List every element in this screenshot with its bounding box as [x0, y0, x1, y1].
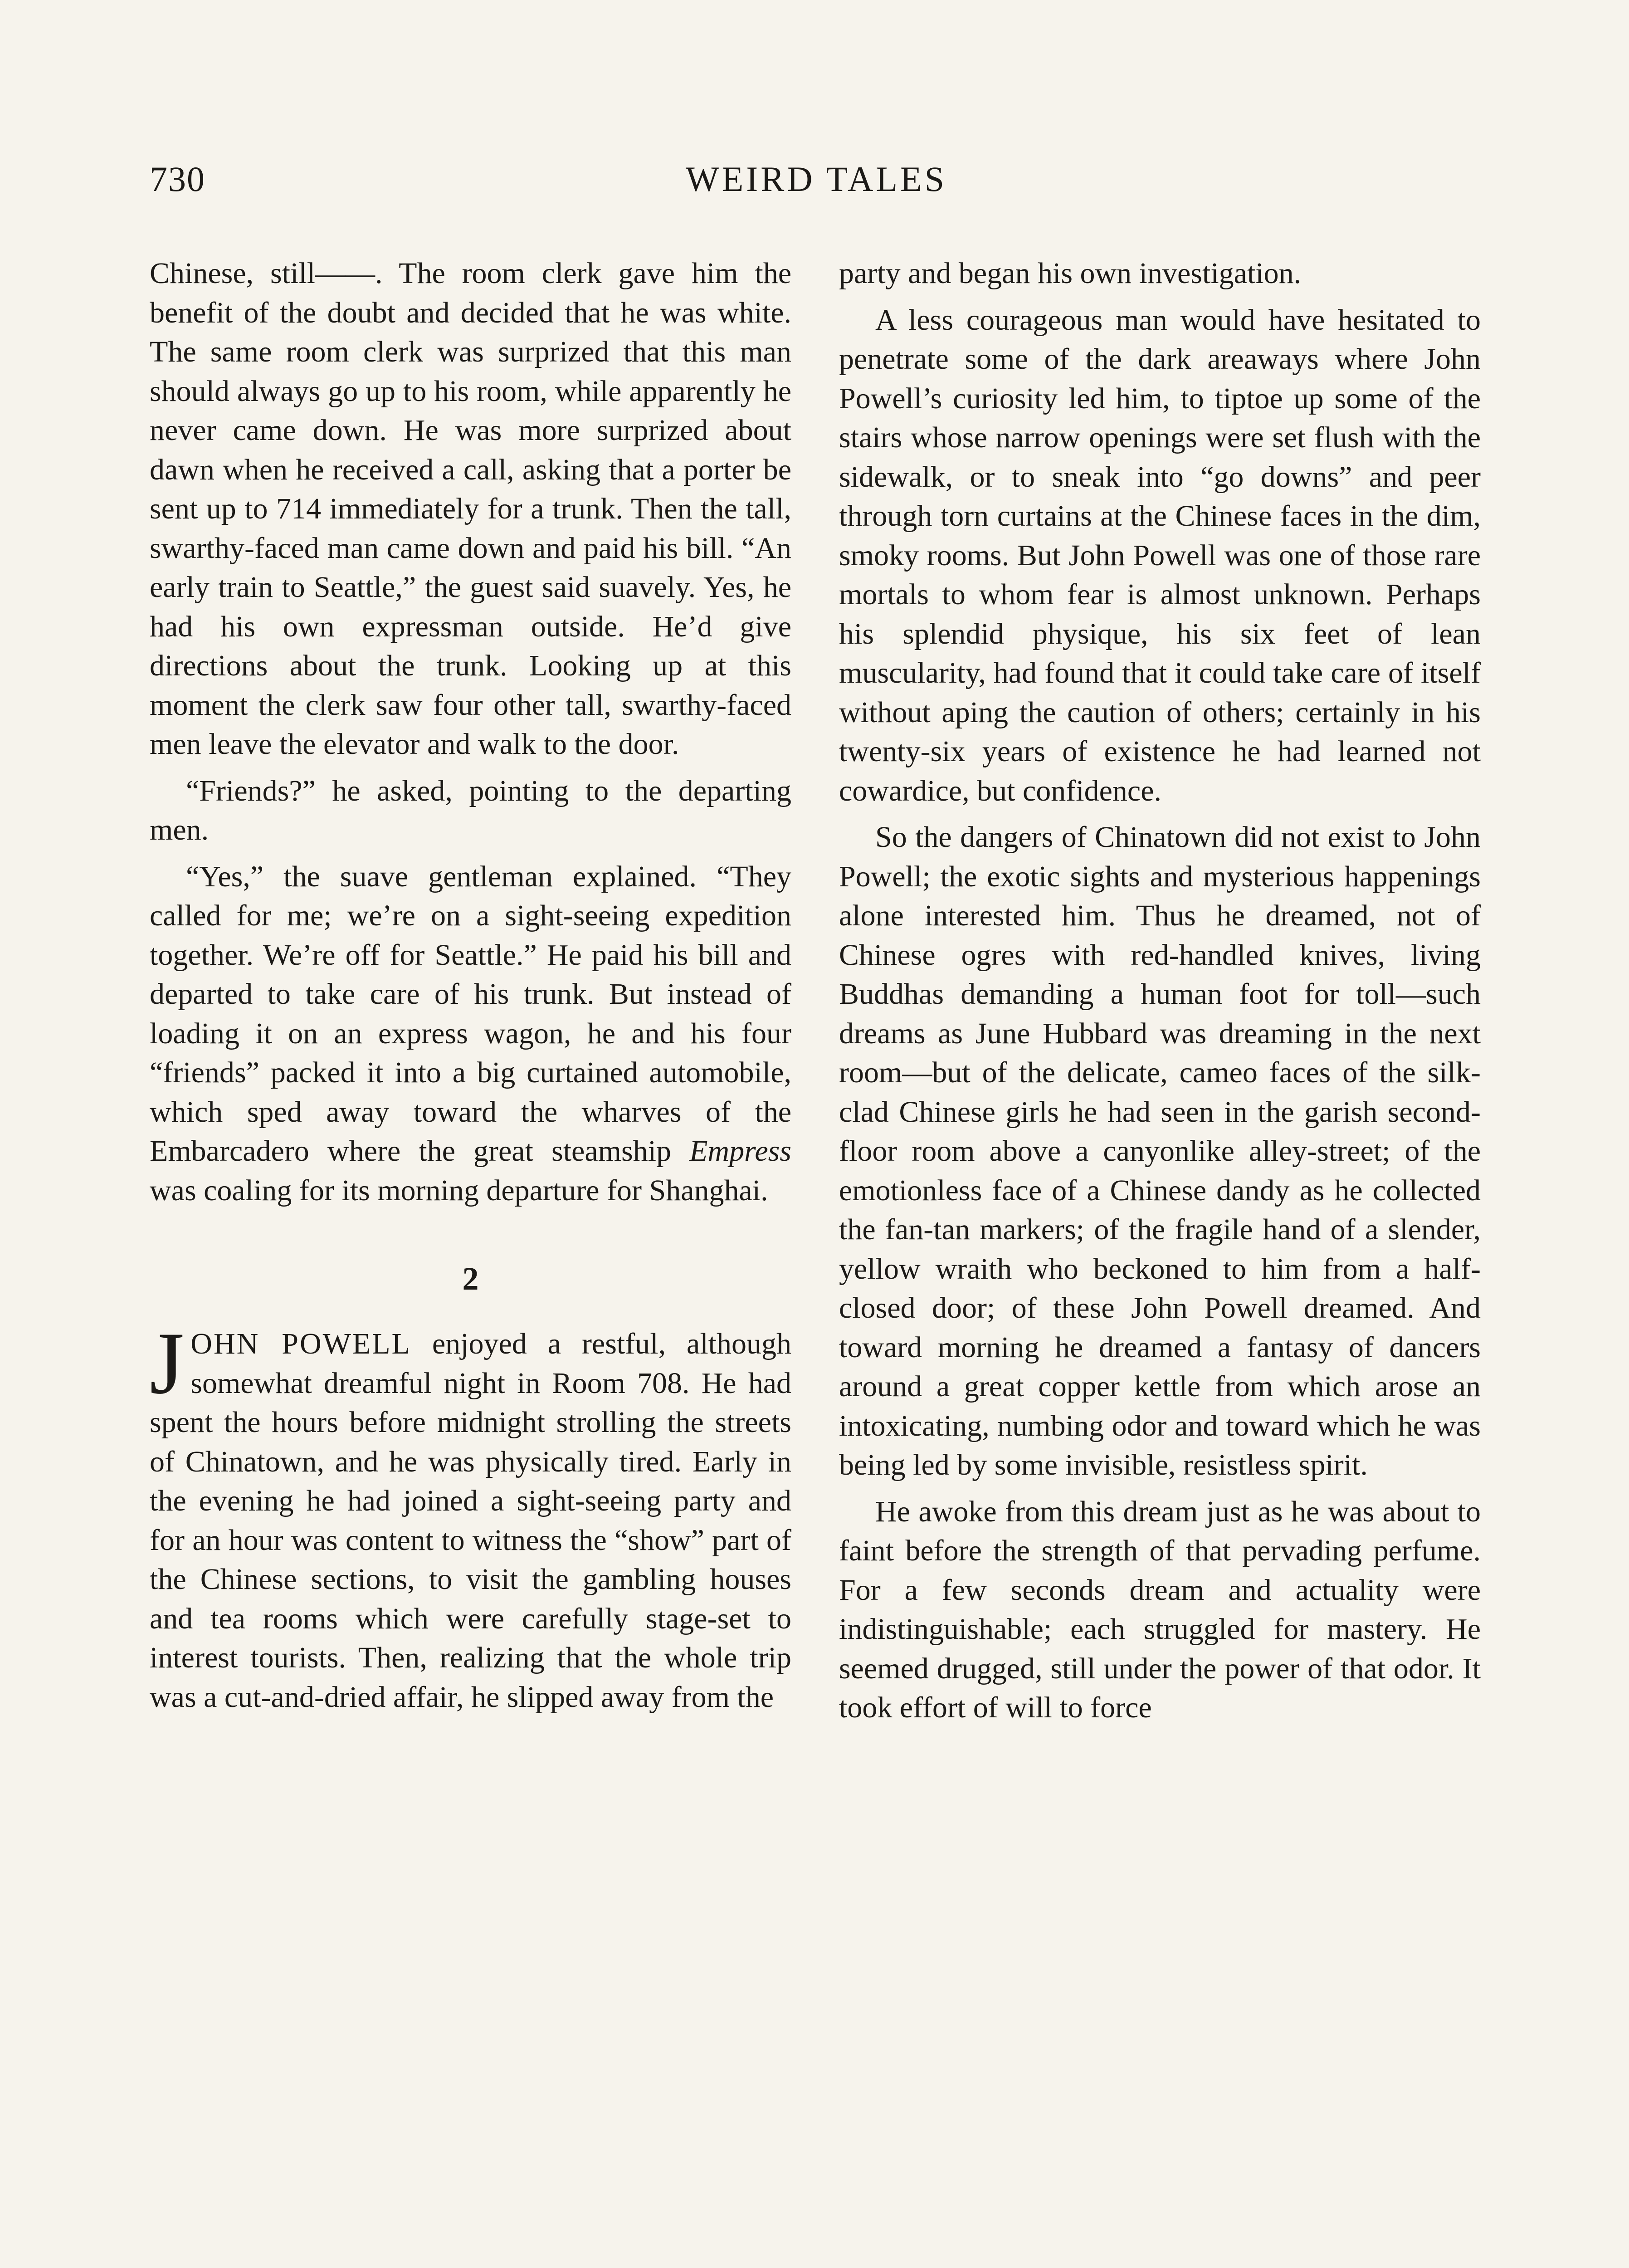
page-header — [150, 159, 1483, 209]
small-caps-name: OHN POWELL — [190, 1327, 411, 1360]
drop-cap: J — [150, 1314, 185, 1413]
left-column — [150, 254, 791, 1724]
paragraph — [150, 857, 791, 1211]
paragraph: “Friends?” he asked, pointing to the departing men. — [150, 774, 791, 846]
text-span: enjoyed a restful, although somewhat dreamful night in Room 708. He had spent the hours before midnight strolling the streets of Chinatown, and he was physically tired. Early in the evening he had joined a sight-seeing party and for an hour was content to witness the “show” part of the Chinese sections, to visit the gambling houses and tea rooms which were carefully stage-set to interest tourists. Then, realizing that the whole trip was a cut-and-dried affair, he slipped away from the — [150, 1327, 791, 1714]
page-number: 730 — [150, 159, 205, 199]
paragraph: So the dangers of Chinatown did not exist to John Powell; the exotic sights and mysterious happenings alone interested him. Thus he dreamed, not of Chinese ogres with red-handled knives, living Buddhas demanding a human foot for toll—such dreams as June Hubbard was dreaming in the next room—but of the delicate, cameo faces of the silk-clad Chinese girls he had seen in the garish second-floor room above a canyonlike alley-street; of the emotionless face of a Chinese dandy as he collected the fan-tan markers; of the fragile hand of a slender, yellow wraith who beckoned to him from a half-closed door; of these John Powell dreamed. And toward morning he dreamed a fantasy of dancers around a great copper kettle from which arose an intoxicating, numbing odor and toward which he was being led by some invisible, resistless spirit. — [839, 821, 1481, 1481]
text-span: was coaling for its morning departure for Shanghai. — [150, 1173, 768, 1207]
paragraph: A less courageous man would have hesitated to penetrate some of the dark areaways where John Powell’s curiosity led him, to tiptoe up some of the stairs whose narrow openings were set flush with the sidewalk, or to sneak into “go downs” and peer through torn curtains at the Chinese faces in the dim, smoky rooms. But John Powell was one of those rare mortals to whom fear is almost unknown. Perhaps his splendid physique, his six feet of lean muscularity, had found that it could take care of itself without aping the caution of others; certainly in his twenty-six years of existence he had learned not cowardice, but confidence. — [839, 303, 1481, 807]
ship-name: Empress — [689, 1134, 791, 1168]
section-number: 2 — [462, 1261, 479, 1297]
paragraph: party and began his own investigation. — [839, 257, 1302, 290]
text-span: “Yes,” the suave gentleman explained. “They called for me; we’re on a sight-seeing expedition together. We’re off for Seattle.” He paid his bill and departed to take care of his trunk. But instead of loading it on an express wagon, he and his four “friends” packed it into a big curtained automobile, which sped away toward the wharves of the Embarcadero where the great steamship — [150, 860, 791, 1168]
running-title: WEIRD TALES — [685, 159, 947, 199]
paragraph: Chinese, still——. The room clerk gave him the benefit of the doubt and decided that he was white. The same room clerk was surprized that this man should always go up to his room, while apparently he never came down. He was more surprized about dawn when he received a call, asking that a porter be sent up to 714 immediately for a trunk. Then the tall, swarthy-faced man came down and paid his bill. “An early train to Seattle,” the guest said suavely. Yes, he had his own expressman outside. He’d give directions about the trunk. Looking up at this moment the clerk saw four other tall, swarthy-faced men leave the elevator and walk to the door. — [150, 257, 791, 761]
paragraph: He awoke from this dream just as he was about to faint before the strength of that pervading perfume. For a few seconds dream and actuality were indistinguishable; each struggled for mastery. He seemed drugged, still under the power of that odor. It took effort of will to force — [839, 1495, 1481, 1724]
right-column — [839, 254, 1481, 1735]
paragraph — [150, 1314, 791, 1717]
